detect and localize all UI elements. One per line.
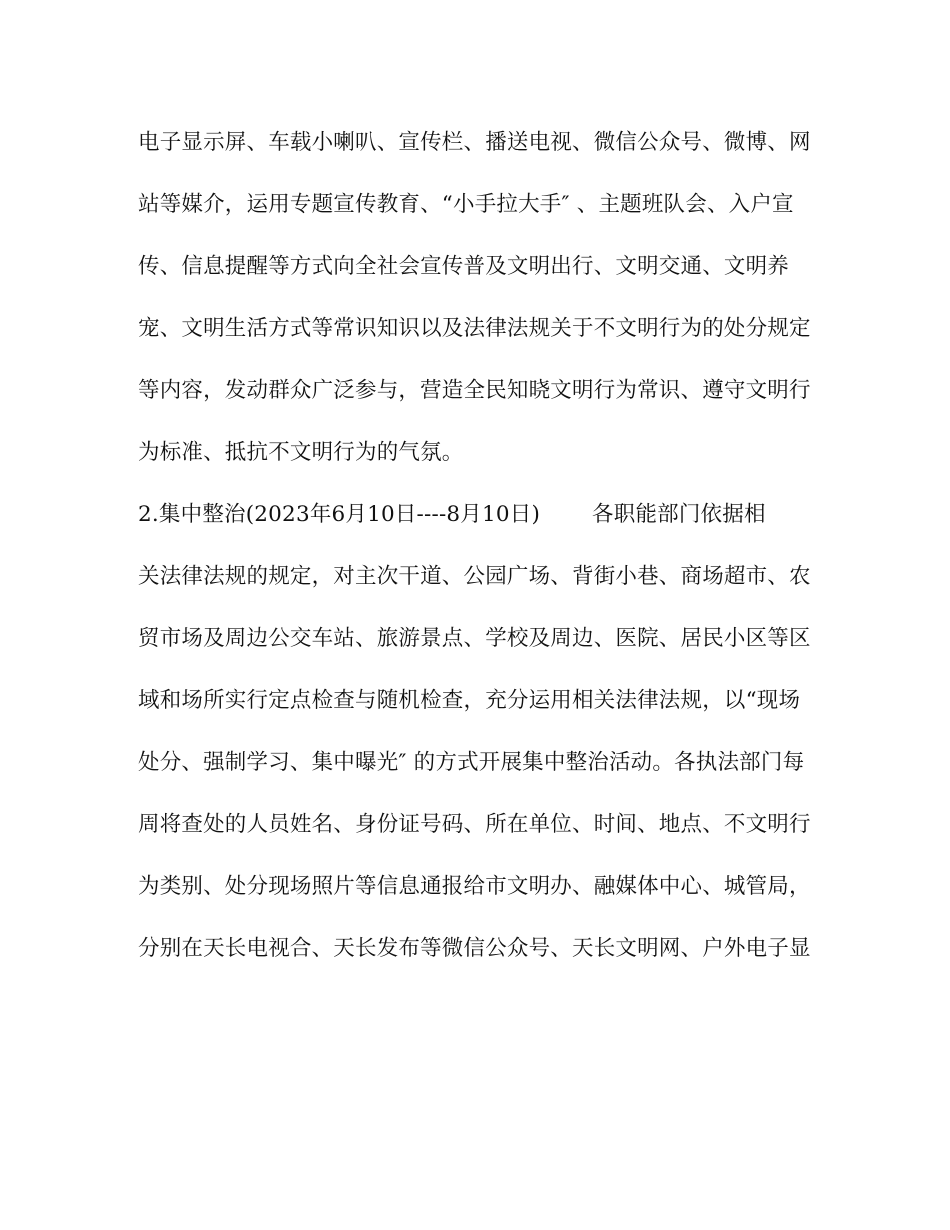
text-line: 域和场所实行定点检查与随机检查，充分运用相关法律法规，以“现场 bbox=[138, 688, 801, 713]
section-2-first-line bbox=[138, 490, 818, 552]
text-line: 为类别、处分现场照片等信息通报给市文明办、融媒体中心、城管局， bbox=[138, 874, 811, 899]
text-line: 贸市场及周边公交车站、旅游景点、学校及周边、医院、居民小区等区 bbox=[138, 626, 811, 651]
text-line: 站等媒介，运用专题宣传教育、“小手拉大手″ 、主题班队会、入户宣 bbox=[138, 192, 794, 217]
text-line: 周将查处的人员姓名、身份证号码、所在单位、时间、地点、不文明行 bbox=[138, 812, 811, 837]
text-line: 传、信息提醒等方式向全社会宣传普及文明出行、文明交通、文明养 bbox=[138, 254, 790, 279]
text-line: 关法律法规的规定，对主次干道、公园广场、背街小巷、商场超市、农 bbox=[138, 564, 811, 589]
section-2-first-text: 各职能部门依据相 bbox=[592, 502, 766, 527]
text-line: 分别在天长电视合、天长发布等微信公众号、天长文明网、户外电子显 bbox=[138, 936, 811, 961]
text-line: 为标准、抵抗不文明行为的气氛。 bbox=[138, 440, 464, 465]
section-2 bbox=[138, 490, 818, 986]
text-line: 等内容，发动群众广泛参与，营造全民知晓文明行为常识、遵守文明行 bbox=[138, 378, 811, 403]
text-line: 宠、文明生活方式等常识知识以及法律法规关于不文明行为的处分规定 bbox=[138, 316, 811, 341]
text-line: 电子显示屏、车载小喇叭、宣传栏、播送电视、微信公众号、微博、网 bbox=[138, 130, 811, 155]
document-body bbox=[138, 118, 818, 986]
text-line: 处分、强制学习、集中曝光″ 的方式开展集中整治活动。各执法部门每 bbox=[138, 750, 805, 775]
paragraph-1 bbox=[138, 118, 818, 490]
section-2-heading: 2.集中整治(2023年6月10日----8月10日) bbox=[138, 502, 541, 527]
